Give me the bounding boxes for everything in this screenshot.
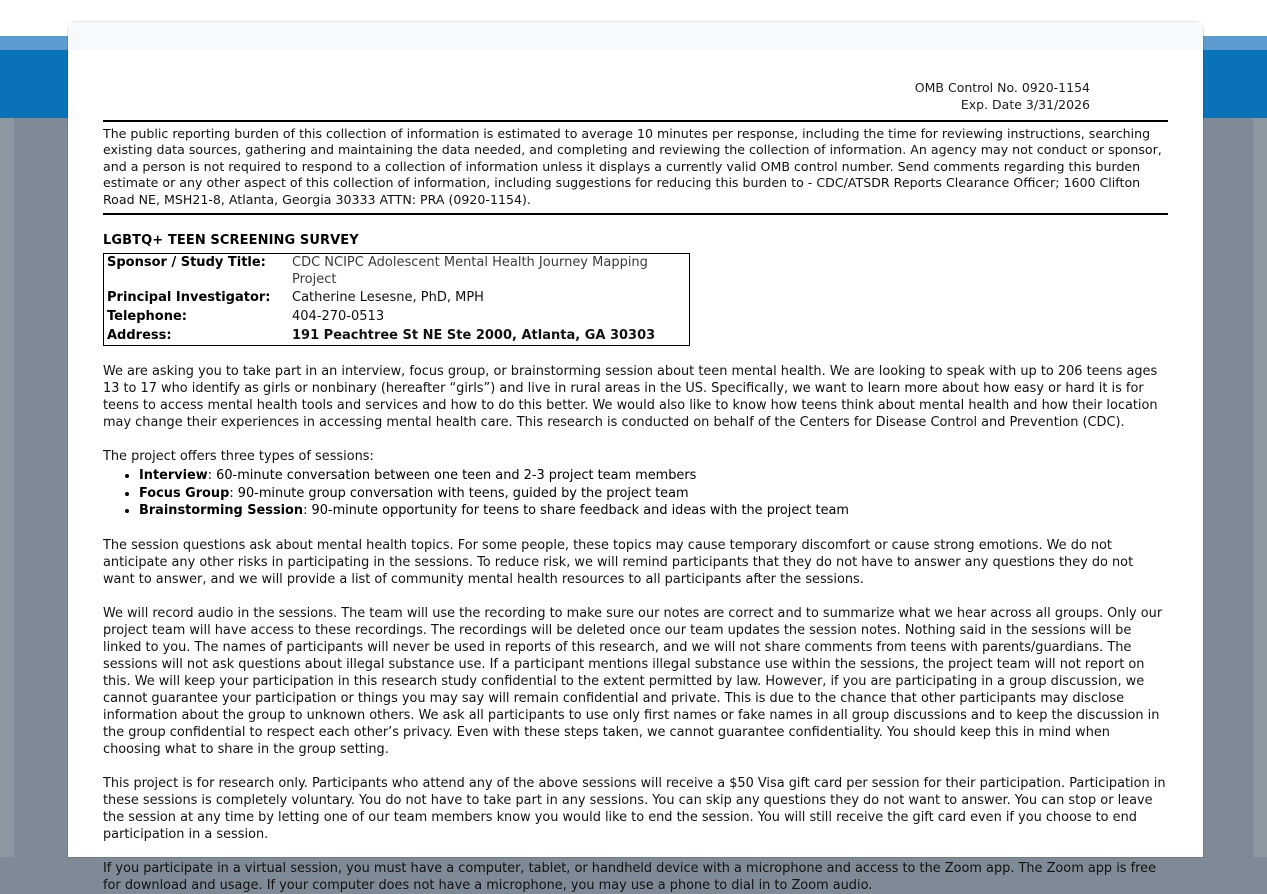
paragraph-virtual-session: If you participate in a virtual session, you must have a computer, tablet, or handheld device with a microphone and access to the Zoom app. The Zoom app is free for download and usage. If your computer does not have a microphone, you may use a phone to dial in to Zoom audio.: [103, 861, 1157, 894]
table-row: [104, 308, 690, 327]
value-principal-investigator: Catherine Lesesne, PhD, MPH: [292, 290, 484, 306]
study-info-table: [103, 253, 690, 346]
document-body: [68, 80, 1203, 894]
background-left-rail: [0, 118, 14, 857]
background-right-rail: [1253, 118, 1267, 857]
session-type-description: : 60-minute conversation between one teen and 2-3 project team members: [207, 468, 697, 484]
label-telephone: Telephone:: [107, 309, 187, 325]
table-row: [104, 327, 690, 346]
session-type-name: Brainstorming Session: [139, 503, 304, 519]
list-item: [139, 485, 1168, 502]
omb-header: [103, 80, 1168, 114]
table-row: [104, 254, 690, 290]
paragraph-compensation-voluntary: This project is for research only. Participants who attend any of the above sessions will receive a $50 Visa gift card per session for their participation. Participation in these sessions is completely voluntary. You do not have to take part in any sessions. You can skip any questions they do not want to answer. You can stop or leave the session at any time by letting one of our team members know you would like to end the session. You will still receive the gift card even if you choose to end participation in a session.: [103, 776, 1166, 843]
page-title: LGBTQ+ TEEN SCREENING SURVEY: [103, 233, 359, 249]
omb-control-number: OMB Control No. 0920-1154: [914, 80, 1090, 95]
label-sponsor-study-title: Sponsor / Study Title:: [107, 255, 266, 271]
paragraph-session-types-lead: The project offers three types of sessions:: [103, 449, 374, 465]
value-telephone: 404-270-0513: [292, 309, 385, 325]
session-type-description: : 90-minute opportunity for teens to share feedback and ideas with the project team: [303, 503, 849, 519]
paragraph-risks: The session questions ask about mental health topics. For some people, these topics may cause temporary discomfort or cause strong emotions. We do not anticipate any other risks in participating in the sessions. To reduce risk, we will remind participants that they do not have to answer any questions they do not want to answer, and we will provide a list of community mental health resources to all participants after the sessions.: [103, 537, 1134, 587]
table-row: [104, 289, 690, 308]
list-item: [139, 502, 1168, 519]
divider-bottom: [103, 213, 1168, 215]
session-type-name: Interview: [139, 468, 208, 484]
divider-top: [103, 120, 1168, 122]
label-principal-investigator: Principal Investigator:: [107, 290, 271, 306]
list-item: [139, 467, 1168, 484]
session-type-name: Focus Group: [139, 485, 230, 501]
session-types-list: [103, 467, 1168, 519]
paragraph-intro: We are asking you to take part in an interview, focus group, or brainstorming session about teen mental health. We are looking to speak with up to 206 teens ages 13 to 17 who identify as girls or nonbinary (hereafter “girls”) and live in rural areas in the US. Specifically, we want to learn more about how easy or hard it is for teens to access mental health tools and services and how to do this better. We would also like to know how teens think about mental health and how their location may change their experiences in accessing mental health care. This research is conducted on behalf of the Centers for Disease Control and Prevention (CDC).: [103, 364, 1158, 431]
label-address: Address:: [107, 327, 172, 343]
burden-statement-text: The public reporting burden of this collection of information is estimated to average 10 minutes per response, including the time for reviewing instructions, searching existing data sources, gathering and maintaining the data needed, and completing and reviewing the collection of information. An agency may not conduct or sponsor, and a person is not required to respond to a collection of information unless it displays a currently valid OMB control number. Send comments regarding this burden estimate or any other aspect of this collection of information, including suggestions for reducing this burden to - CDC/ATSDR Reports Clearance Officer; 1600 Clifton Road NE, MSH21-8, Atlanta, Georgia 30333 ATTN: PRA (0920-1154).: [103, 125, 1162, 207]
omb-expiration-date: Exp. Date 3/31/2026: [960, 96, 1090, 112]
document-page[interactable]: [68, 22, 1203, 894]
paragraph-recording-confidentiality: We will record audio in the sessions. The team will use the recording to make sure our notes are correct and to summarize what we hear across all groups. Only our project team will have access to these recordings. The recordings will be deleted once our team updates the session notes. Nothing said in the sessions will be linked to you. The names of participants will never be used in reports of this research, and we will not share comments from teens with parents/guardians. The sessions will not ask questions about illegal substance use. If a participant mentions illegal substance use within the sessions, the project team will not report on this. We will keep your participation in this research study confidential to the extent permitted by law. However, if you are participating in a group discussion, we cannot guarantee your participation or things you may say will remain confidential and private. This is due to the chance that other participants may disclose information about the group to unknown others. We ask all participants to use only first names or fake names in all group discussions and to keep the discussion in the group confidential to respect each other’s privacy. Even with these steps taken, we cannot guarantee confidentiality. You should keep this in mind when choosing what to share in the group setting.: [103, 605, 1163, 758]
value-sponsor-study-title: CDC NCIPC Adolescent Mental Health Journey Mapping Project: [292, 255, 648, 287]
session-type-description: : 90-minute group conversation with teens, guided by the project team: [229, 485, 689, 501]
burden-statement: [103, 126, 1168, 208]
page-top-strip: [68, 22, 1203, 50]
value-address: 191 Peachtree St NE Ste 2000, Atlanta, GA 30303: [292, 327, 656, 343]
